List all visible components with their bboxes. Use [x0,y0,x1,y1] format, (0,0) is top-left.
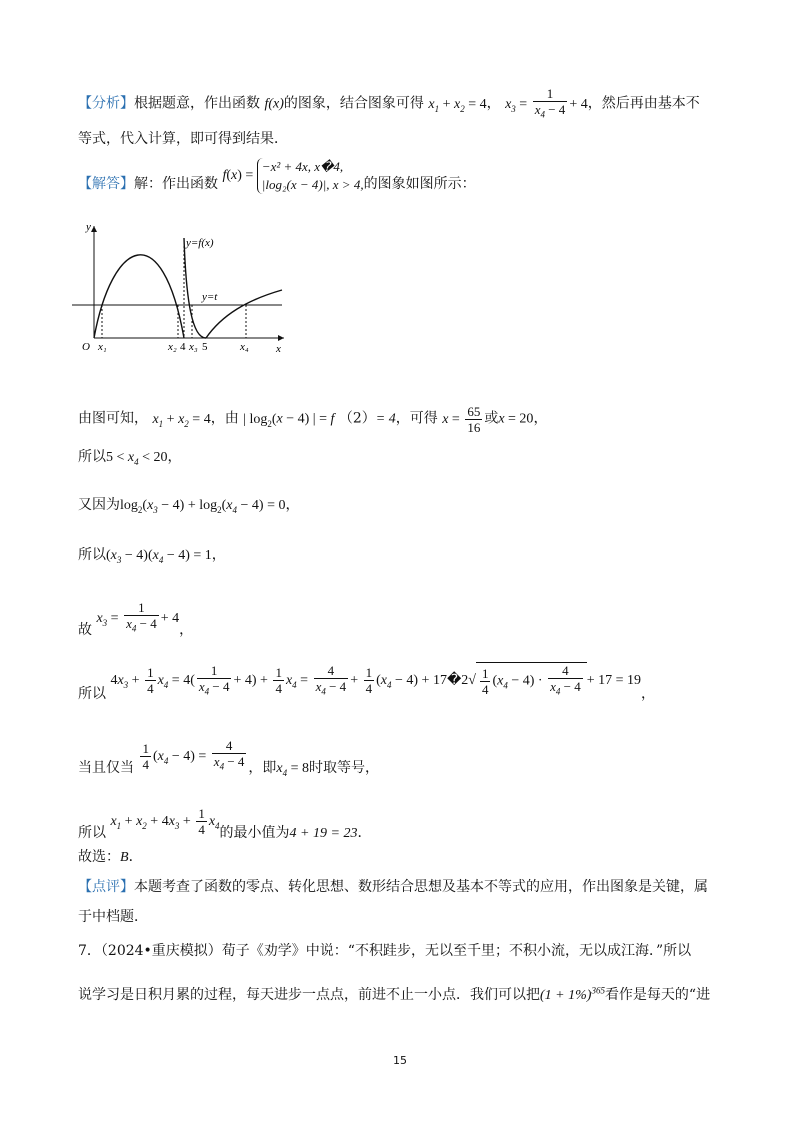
step-7: 当且仅当 $\frac{1}{4}$ $(x_4 - 4)$ = $\frac{4}{x_4 - 4}$ ，即$x_4 = 8$时取等号， [78,738,380,778]
y-axis-arrow [91,226,97,232]
tick-4: 4 [180,341,186,353]
curve-parabola [94,255,184,338]
tick-x2: x₂ [168,341,177,353]
curve-log-left [184,238,206,338]
review-line-1: 【点评】本题考查了函数的零点、转化思想、数形结合思想及基本不等式的应用，作出图象是关键，属 [78,879,708,895]
step-5: 故 $x_3$ = $\frac{1}{x_4 - 4}$ + 4， [78,600,194,638]
label-x: x [276,343,281,355]
solution-tag: 【解答】 [78,176,134,192]
step-3: 又因为$\log_2(x_3 - 4) + \log_2(x_4 - 4) = 0$， [78,497,300,515]
label-fx: y=f(x) [186,237,214,249]
tick-x1: x₁ [98,341,107,353]
label-yt: y=t [202,291,218,303]
analysis-line-2: 等式，代入计算，即可得到结果． [78,131,288,147]
question-7-line-1: 7．（2024•重庆模拟）荀子《劝学》中说：“不积跬步，无以至千里；不积小流，无以成江海．”所以 [78,943,692,959]
analysis-line-1: 【分析】根据题意，作出函数 f(x)的图象，结合图象可得 $x_1 + x_2 = 4$， $x_3$ = $\frac{1}{x_4 - 4}$ + 4，然后再由基本不 [78,86,700,123]
step-9: 故选：B． [78,849,143,865]
math-x1x2: $x_1 + x_2 = 4$ [428,96,487,114]
step-1: 由图可知， $x_1 + x_2 = 4$，由 | $\log_2(x - 4)$ | = f （2）= 4，可得 x = $\frac{65}{16}$ 或x = 20， [78,404,548,435]
page-number: 15 [393,1054,407,1067]
x-axis-arrow [278,335,284,341]
step-8: 所以 $x_1 + x_2 + 4x_3$ + $\frac{1}{4}$ $x_4$的最小值为4 + 19 = 23． [78,806,372,841]
tick-x3: x₃ [189,341,198,353]
question-7-line-2: 说学习是日积月累的过程，每天进步一点点，前进不止一小点．我们可以把$(1 + 1\%)^{365}$看作是每天的“进 [78,985,711,1003]
tick-x4: x₄ [240,341,249,353]
analysis-tag: 【分析】 [78,95,134,112]
math-x3: $x_3$ = $\frac{1}{x_4 - 4}$ + 4 [505,97,588,112]
tick-5: 5 [202,341,208,353]
step-2: 所以$5 < x_4 < 20$， [78,449,182,467]
step-4: 所以$(x_3 - 4)(x_4 - 4) = 1$， [78,547,226,565]
review-line-2: 于中档题． [78,909,148,925]
label-origin: O [82,341,90,353]
solution-line: 【解答】解：作出函数 f(x) = −x² + 4x, x�4, |log₂(x − 4)|, x > 4, 的图象如图所示： [78,159,476,192]
step-6: 所以 $4x_3$ + $\frac{1}{4}$ $x_4 = 4$( $\frac{1}{x_4 - 4}$ + 4) + $\frac{1}{4}$ $x_4$ = $\frac{4}{x_4 - 4}$ + $\frac{1}{4}$ $(x_4 - 4)$ + 17�2√ $\frac{1}{4}$ $(x_4 - 4)$ · $\frac{4}{x_4 - 4}$ + 17 = 19， [78,662,656,703]
label-y: y [86,221,91,233]
piecewise-function: f(x) = −x² + 4x, x�4, |log₂(x − 4)|, x > 4, [222,159,364,192]
function-graph [72,220,292,360]
curve-log-right [206,290,282,338]
review-tag: 【点评】 [78,879,134,895]
